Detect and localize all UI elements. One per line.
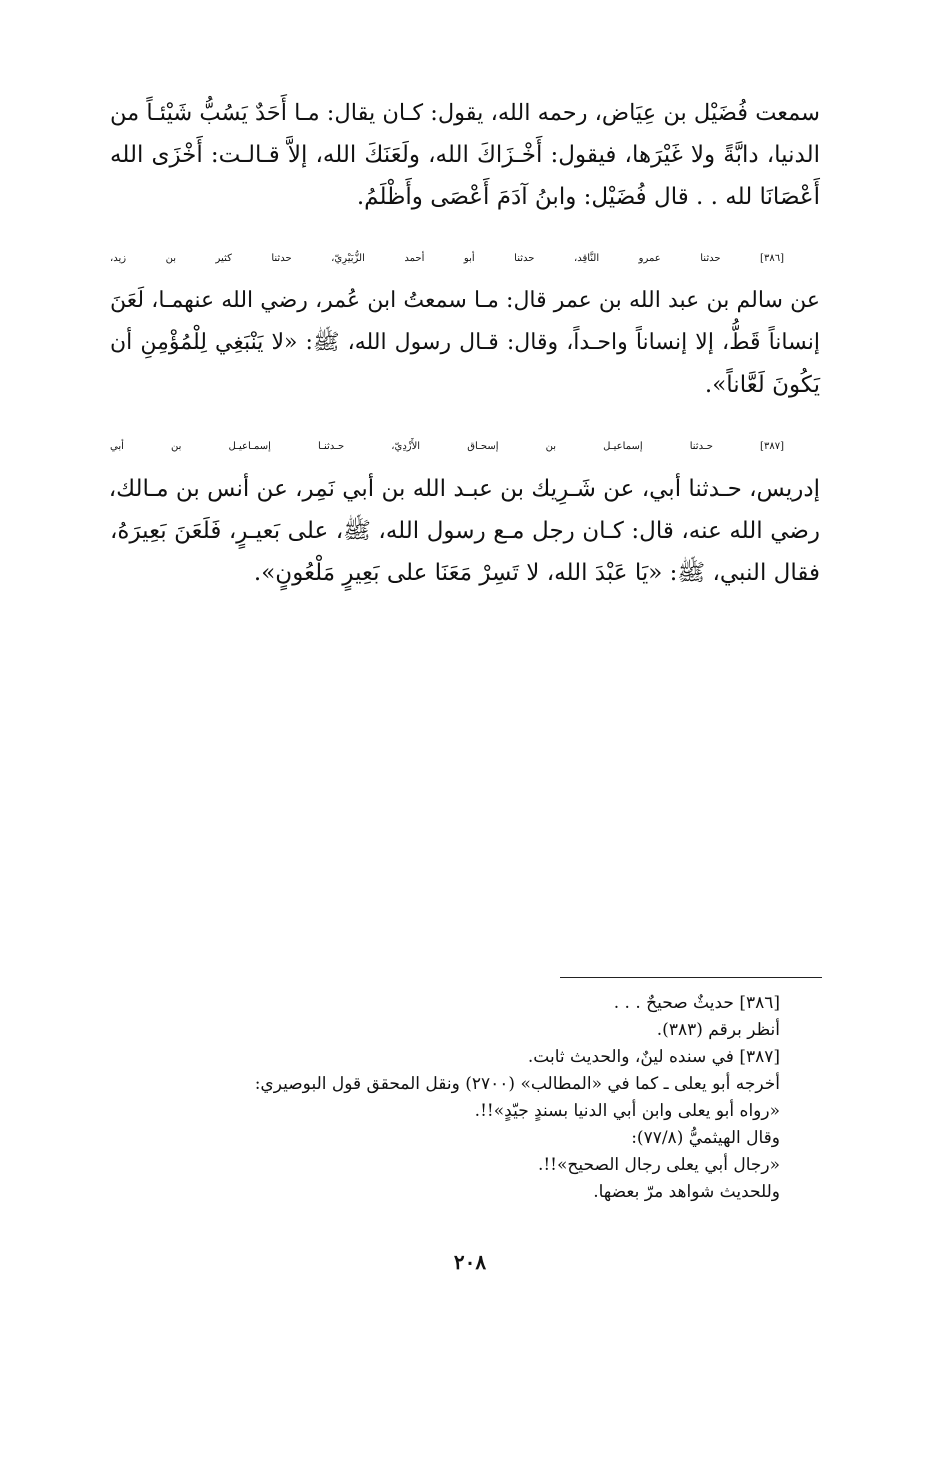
text-line: [٣٨٧] حـدثنا إسماعيـل بن إسحـاق الأَزْدِيّ، حـدثنـا إسمـاعيـل بن أبي <box>110 441 784 452</box>
text-line: إدريس، حـدثنا أبي، عن شَـرِيك بن عبـد الله بن أبي نَمِر، عن أنس بن مـالك، <box>108 476 820 502</box>
paragraph-hadith-386 <box>110 238 820 406</box>
paragraph-hadith-387 <box>110 426 820 594</box>
paragraph-intro <box>110 92 820 218</box>
footnote-line: وللحديث شواهد مرّ بعضها. <box>593 1182 780 1202</box>
main-text <box>110 92 820 614</box>
footnote-separator <box>560 977 822 978</box>
footnote-line: «رجال أبي يعلى رجال الصحيح»!!. <box>537 1155 780 1175</box>
footnote-line: [٣٨٧] في سنده لينٌ، والحديث ثابت. <box>527 1047 780 1067</box>
text-line: أَعْصَانَا لله . . قال فُضَيْل: وابنُ آدَمَ أَعْصَى وأَظْلَمُ. <box>356 184 820 210</box>
text-line: يَكُونَ لَعَّاناً». <box>704 372 820 398</box>
text-line: عن سالم بن عبد الله بن عمر قال: مـا سمعتُ ابن عُمر، رضي الله عنهمـا، لَعَنَ <box>110 288 820 313</box>
footnotes <box>200 990 780 1206</box>
footnote-line: «رواه أبو يعلى وابن أبي الدنيا بسندٍ جيّدٍ»!!. <box>474 1101 780 1121</box>
text-line: سمعت فُضَيْل بن عِيَاض، رحمه الله، يقول: كـان يقال: مـا أَحَدٌ يَسُبُّ شَيْئـاً من <box>110 100 820 126</box>
text-line: إنساناً قَطُّ، إلا إنساناً واحـداً، وقال: قـال رسول الله، ﷺ: «لا يَنْبَغِي لِلْمُؤْمِنِ أن <box>110 330 820 355</box>
footnote-line: وقال الهيثميُّ (٧٧/٨): <box>631 1128 780 1148</box>
text-line: الدنيا، دابَّةً ولا غَيْرَها، فيقول: أَخْـزَاكَ الله، ولَعَنَكَ الله، إلاَّ قـالـت: أَخْزَى الله <box>110 142 820 168</box>
footnote-line: أنظر برقم (٣٨٣). <box>656 1020 780 1040</box>
footnote-line: [٣٨٦] حديثٌ صحيحٌ . . . <box>613 993 780 1013</box>
text-line: فقال النبي، ﷺ: «يَا عَبْدَ الله، لا تَسِرْ مَعَنَا على بَعِيرٍ مَلْعُونٍ». <box>253 560 820 586</box>
page-number: ٢٠٨ <box>453 1250 487 1274</box>
footnote-line: أخرجه أبو يعلى ـ كما في «المطالب» (٢٧٠٠) ونقل المحقق قول البوصيري: <box>254 1074 780 1094</box>
text-line: [٣٨٦] حدثنا عمرو النَّاقِد، حدثنا أبو أحمد الزُّبَيْرِيّ، حدثنا كثير بن زيد، <box>110 253 784 264</box>
text-line: رضي الله عنه، قال: كـان رجل مـع رسول الله، ﷺ، على بَعيـرٍ، فَلَعَنَ بَعِيرَهُ، <box>110 518 820 544</box>
